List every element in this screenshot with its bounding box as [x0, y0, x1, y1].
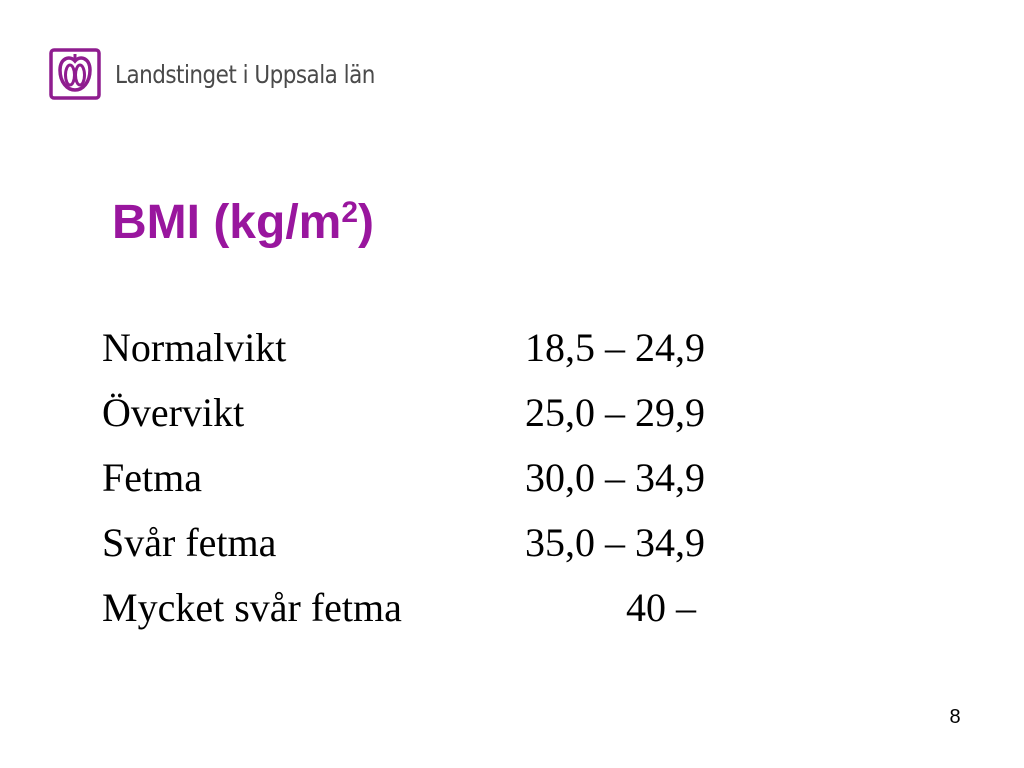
- table-row: [102, 582, 802, 647]
- table-row: [102, 517, 802, 582]
- table-row: [102, 452, 802, 517]
- slide-title-superscript: 2: [341, 196, 359, 229]
- bmi-range: 25,0 – 29,9: [525, 390, 705, 435]
- organization-name: Landstinget i Uppsala län: [115, 59, 375, 89]
- bmi-range: 35,0 – 34,9: [525, 520, 705, 565]
- bmi-category: Mycket svår fetma: [102, 585, 402, 630]
- bmi-category: Övervikt: [102, 390, 245, 435]
- organization-logo: [49, 48, 417, 100]
- table-row: [102, 322, 802, 387]
- slide-title-main: BMI (kg/m: [112, 196, 342, 249]
- bmi-category: Svår fetma: [102, 520, 277, 565]
- bmi-category: Normalvikt: [102, 325, 287, 370]
- bmi-range: 40 –: [626, 585, 696, 630]
- page-number: 8: [949, 706, 961, 728]
- bmi-range: 30,0 – 34,9: [525, 455, 705, 500]
- slide-title-suffix: ): [358, 196, 375, 249]
- bmi-category: Fetma: [102, 455, 202, 500]
- slide-title: [112, 198, 374, 247]
- bmi-classification-table: [102, 322, 802, 647]
- uppsala-county-council-logo-icon: [49, 48, 101, 100]
- table-row: [102, 387, 802, 452]
- bmi-range: 18,5 – 24,9: [525, 325, 705, 370]
